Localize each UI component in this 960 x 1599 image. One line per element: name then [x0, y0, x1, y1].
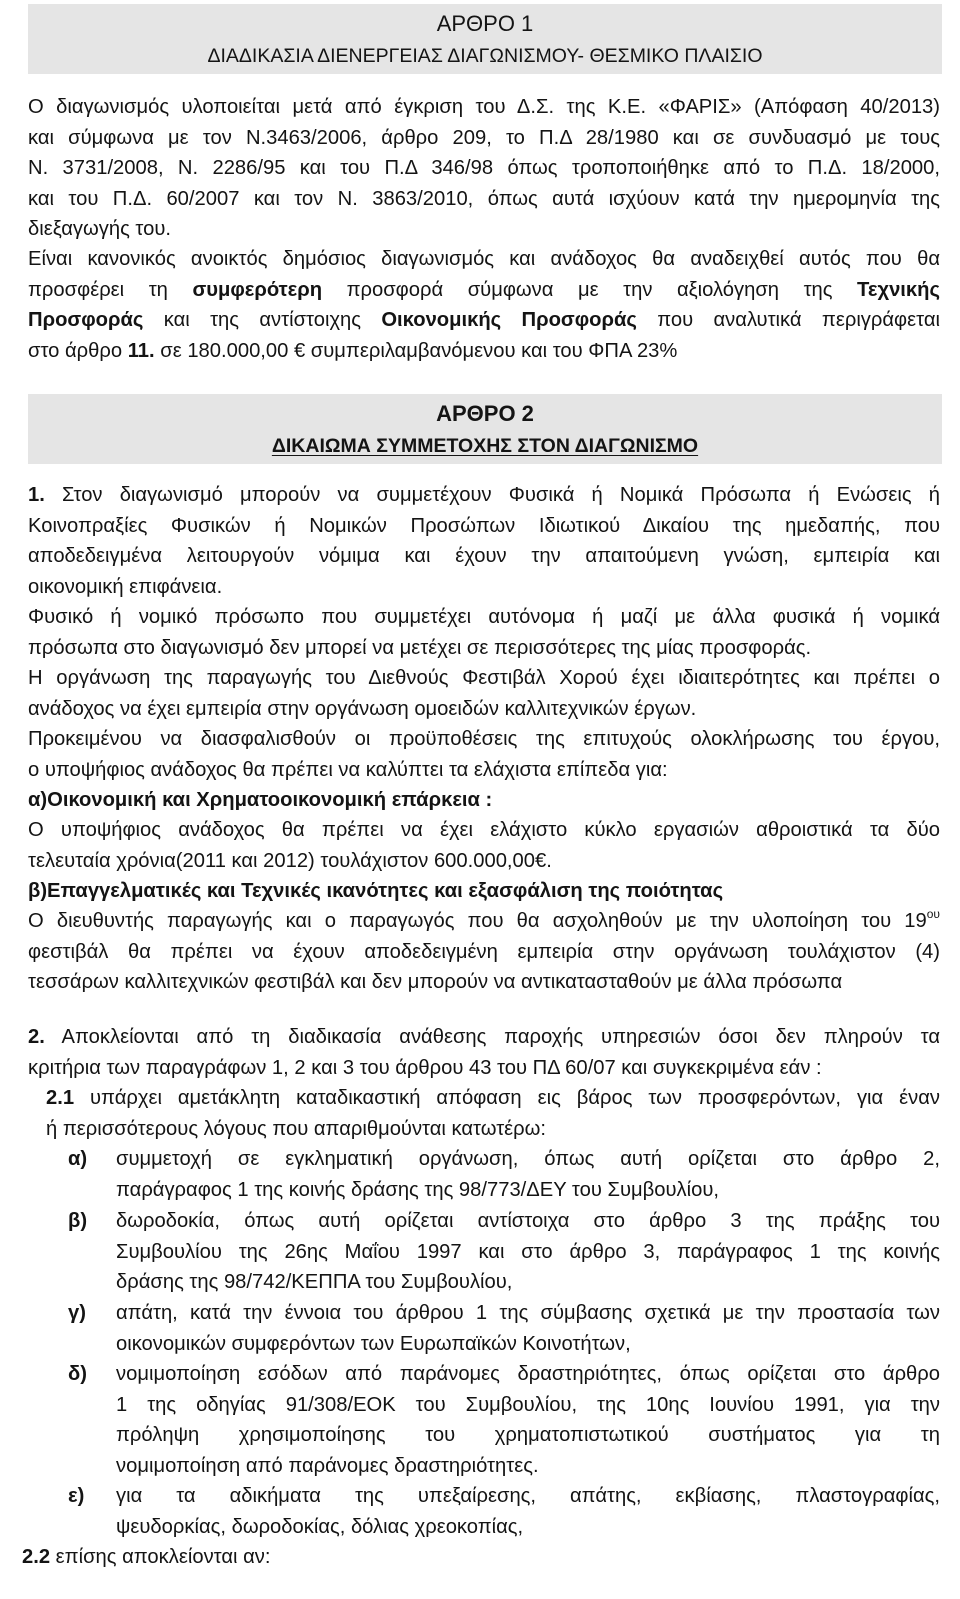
text-line: Ο διευθυντής παραγωγής και ο παραγωγός που θα ασχοληθούν με την υλοποίηση του $19^{o\upsilon}$ [28, 907, 940, 932]
bold-term: Οικονομικής Προσφοράς [381, 309, 637, 331]
text-line: Συμβουλίου της 26ης Μαΐου 1997 και στο άρθρο 3, παράγραφος 1 της κοινής [116, 1240, 940, 1263]
text-line: απάτη, κατά την έννοια του άρθρου 1 της σύμβασης σχετικά με την προστασία των [116, 1302, 940, 1324]
article-2-paragraph-3 [28, 663, 940, 724]
subsection-2-1 [46, 1083, 940, 1144]
bold-term: συμφερότερη [192, 278, 323, 301]
bold-term: 11. [127, 339, 155, 362]
text-line: αποδεδειγμένα λειτουργούν νόμιμα και έχουν την απαιτούμενη γνώση, εμπειρία και [28, 545, 940, 567]
article-2-subtitle: ΔΙΚΑΙΩΜΑ ΣΥΜΜΕΤΟΧΗΣ ΣΤΟΝ ΔΙΑΓΩΝΙΣΜΟ [271, 435, 699, 457]
text-line: κριτήρια των παραγράφων 1, 2 και 3 του άρθρου 43 του ΠΔ 60/07 και συγκεκριμένα εάν : [28, 1056, 822, 1079]
subsection-2-2 [22, 1542, 934, 1573]
text-line: Ο υποψήφιος ανάδοχος θα πρέπει να έχει ελάχιστο κύκλο εργασιών αθροιστικά τα δύο [28, 819, 940, 841]
text-line: πρόληψη χρησιμοποίησης του χρηματοπιστωτικού συστήματος για τη [116, 1424, 940, 1446]
text-line: τεσσάρων καλλιτεχνικών φεστιβάλ και δεν μπορούν να αντικατασταθούν με άλλα πρόσωπα [28, 971, 843, 993]
heading-financial-adequacy: α)Οικονομική και Χρηματοοικονομική επάρκεια : [28, 789, 493, 811]
paragraph-number: 1. [28, 484, 45, 506]
text-line: οικονομικών συμφερόντων των Ευρωπαϊκών Κοινοτήτων, [116, 1332, 631, 1355]
text-line: οικονομική επιφάνεια. [28, 575, 223, 598]
text-line: Κοινοπραξίες Φυσικών ή Νομικών Προσώπων Ιδιωτικού Δικαίου της ημεδαπής, που [28, 514, 940, 537]
text-line: διεξαγωγής του. [28, 218, 171, 240]
list-item-label: α) [68, 1148, 88, 1170]
text-line: Είναι κανονικός ανοικτός δημόσιος διαγωνισμός και ανάδοχος θα αναδειχθεί αυτός που θα [28, 248, 940, 270]
text-line: νομιμοποίηση εσόδων από παράνομες δραστηριότητες, όπως ορίζεται στο άρθρο [116, 1363, 940, 1385]
article-1-paragraph-2 [28, 244, 940, 366]
bold-term: Τεχνικής [857, 278, 941, 301]
article-2-paragraph-7 [28, 1022, 940, 1083]
article-1-header [28, 4, 942, 74]
text-line: δράσης της 98/742/ΚΕΠΠΑ του Συμβουλίου, [116, 1271, 513, 1293]
list-item-label: ε) [68, 1485, 85, 1507]
text-line: 1 της οδηγίας 91/308/ΕΟΚ του Συμβουλίου, της 10ης Ιουνίου 1991, για την [116, 1393, 940, 1416]
text-line: Φυσικό ή νομικό πρόσωπο που συμμετέχει αυτόνομα ή μαζί με άλλα φυσικά ή νομικά [28, 606, 940, 628]
text-line: ή περισσότερους λόγους που απαριθμούνται κατωτέρω: [46, 1117, 547, 1140]
article-2-header [28, 394, 942, 464]
text-line: πρόσωπα στο διαγωνισμό δεν μπορεί να μετέχει σε περισσότερες της μίας προσφοράς. [28, 636, 812, 659]
article-2-title: ΑΡΘΡΟ 2 [436, 401, 534, 426]
text-line: ανάδοχος να έχει εμπειρία στην οργάνωση ομοειδών καλλιτεχνικών έργων. [28, 697, 697, 720]
text-line: δωροδοκία, όπως αυτή ορίζεται αντίστοιχα στο άρθρο 3 της πράξης του [116, 1210, 940, 1232]
list-item-label: β) [68, 1210, 88, 1232]
text-line: 2.1 υπάρχει αμετάκλητη καταδικαστική απόφαση εις βάρος των προσφερόντων, για έναν [46, 1087, 940, 1109]
text-line: 1. Στον διαγωνισμό μπορούν να συμμετέχουν Φυσικά ή Νομικά Πρόσωπα ή Ενώσεις ή [28, 484, 940, 506]
article-1-subtitle: ΔΙΑΔΙΚΑΣΙΑ ΔΙΕΝΕΡΓΕΙΑΣ ΔΙΑΓΩΝΙΣΜΟΥ- ΘΕΣΜΙΚΟ ΠΛΑΙΣΙΟ [207, 45, 763, 67]
article-2-paragraph-1 [28, 480, 940, 602]
text-line: επίσης αποκλείονται αν: [50, 1546, 271, 1568]
text-line: ο υποψήφιος ανάδοχος θα πρέπει να καλύπτει τα ελάχιστα επίπεδα για: [28, 758, 668, 781]
text-line: Προκειμένου να διασφαλισθούν οι προϋποθέσεις της επιτυχούς ολοκλήρωσης του έργου, [28, 728, 940, 750]
article-2-paragraph-6 [28, 906, 940, 998]
text-line: Η οργάνωση της παραγωγής του Διεθνούς Φεστιβάλ Χορού έχει ιδιαιτερότητες και πρέπει ο [28, 667, 940, 689]
text-line: και σύμφωνα με τον Ν.3463/2006, άρθρο 209, το Π.Δ 28/1980 και σε συνδυασμό με τους [28, 126, 940, 149]
text-line: παράγραφος 1 της κοινής δράσης της 98/773/ΔΕΥ του Συμβουλίου, [116, 1178, 719, 1201]
text-line: στο άρθρο 11. σε 180.000,00 € συμπεριλαμβανόμενου και του ΦΠΑ 23% [28, 339, 678, 362]
paragraph-number: 2. [28, 1026, 45, 1048]
article-2-paragraph-2 [28, 602, 940, 663]
text-line: Προσφοράς και της αντίστοιχης Οικονομικής Προσφοράς που αναλυτικά περιγράφεται [28, 309, 940, 331]
bold-term: Προσφοράς [28, 309, 144, 331]
text-line: φεστιβάλ θα πρέπει να έχουν αποδεδειγμένη εμπειρία στην οργάνωση τουλάχιστον (4) [28, 940, 940, 963]
text-line: ψευδορκίας, δωροδοκίας, δόλιας χρεοκοπίας, [116, 1515, 524, 1538]
text-line: νομιμοποίηση από παράνομες δραστηριότητες. [116, 1454, 539, 1477]
text-line: 2. Αποκλείονται από τη διαδικασία ανάθεσης παροχής υπηρεσιών όσοι δεν πληρούν τα [28, 1026, 940, 1048]
subsection-number: 2.2 [22, 1546, 51, 1568]
list-item-label: γ) [68, 1302, 86, 1324]
article-2-paragraph-5 [28, 815, 940, 876]
subsection-number: 2.1 [46, 1087, 75, 1109]
article-1-paragraph-1 [28, 92, 940, 245]
text-line: προσφέρει τη συμφερότερη προσφορά σύμφωνα με την αξιολόγηση της Τεχνικής [28, 278, 941, 301]
text-line: Ο διαγωνισμός υλοποιείται μετά από έγκριση του Δ.Σ. της Κ.Ε. «ΦΑΡΙΣ» (Απόφαση 40/2013) [28, 96, 940, 118]
text-line: και του Π.Δ. 60/2007 και τον Ν. 3863/2010, όπως αυτά ισχύουν κατά την ημερομηνία της [28, 187, 940, 210]
text-line: τελευταία χρόνια(2011 και 2012) τουλάχιστον 600.000,00€. [28, 849, 552, 872]
text-line: για τα αδικήματα της υπεξαίρεσης, απάτης, εκβίασης, πλαστογραφίας, [116, 1485, 940, 1507]
list-item-label: δ) [68, 1363, 87, 1385]
article-2-paragraph-4 [28, 724, 940, 785]
text-line: συμμετοχή σε εγκληματική οργάνωση, όπως αυτή ορίζεται στο άρθρο 2, [116, 1148, 940, 1170]
article-1-title: ΑΡΘΡΟ 1 [436, 11, 534, 36]
superscript: ου [926, 907, 940, 921]
text-line: Ν. 3731/2008, Ν. 2286/95 και του Π.Δ 346/98 όπως τροποποιήθηκε από το Π.Δ. 18/2000, [28, 157, 940, 179]
heading-professional-capacity: β)Επαγγελματικές και Τεχνικές ικανότητες και εξασφάλιση της ποιότητας [28, 880, 724, 902]
